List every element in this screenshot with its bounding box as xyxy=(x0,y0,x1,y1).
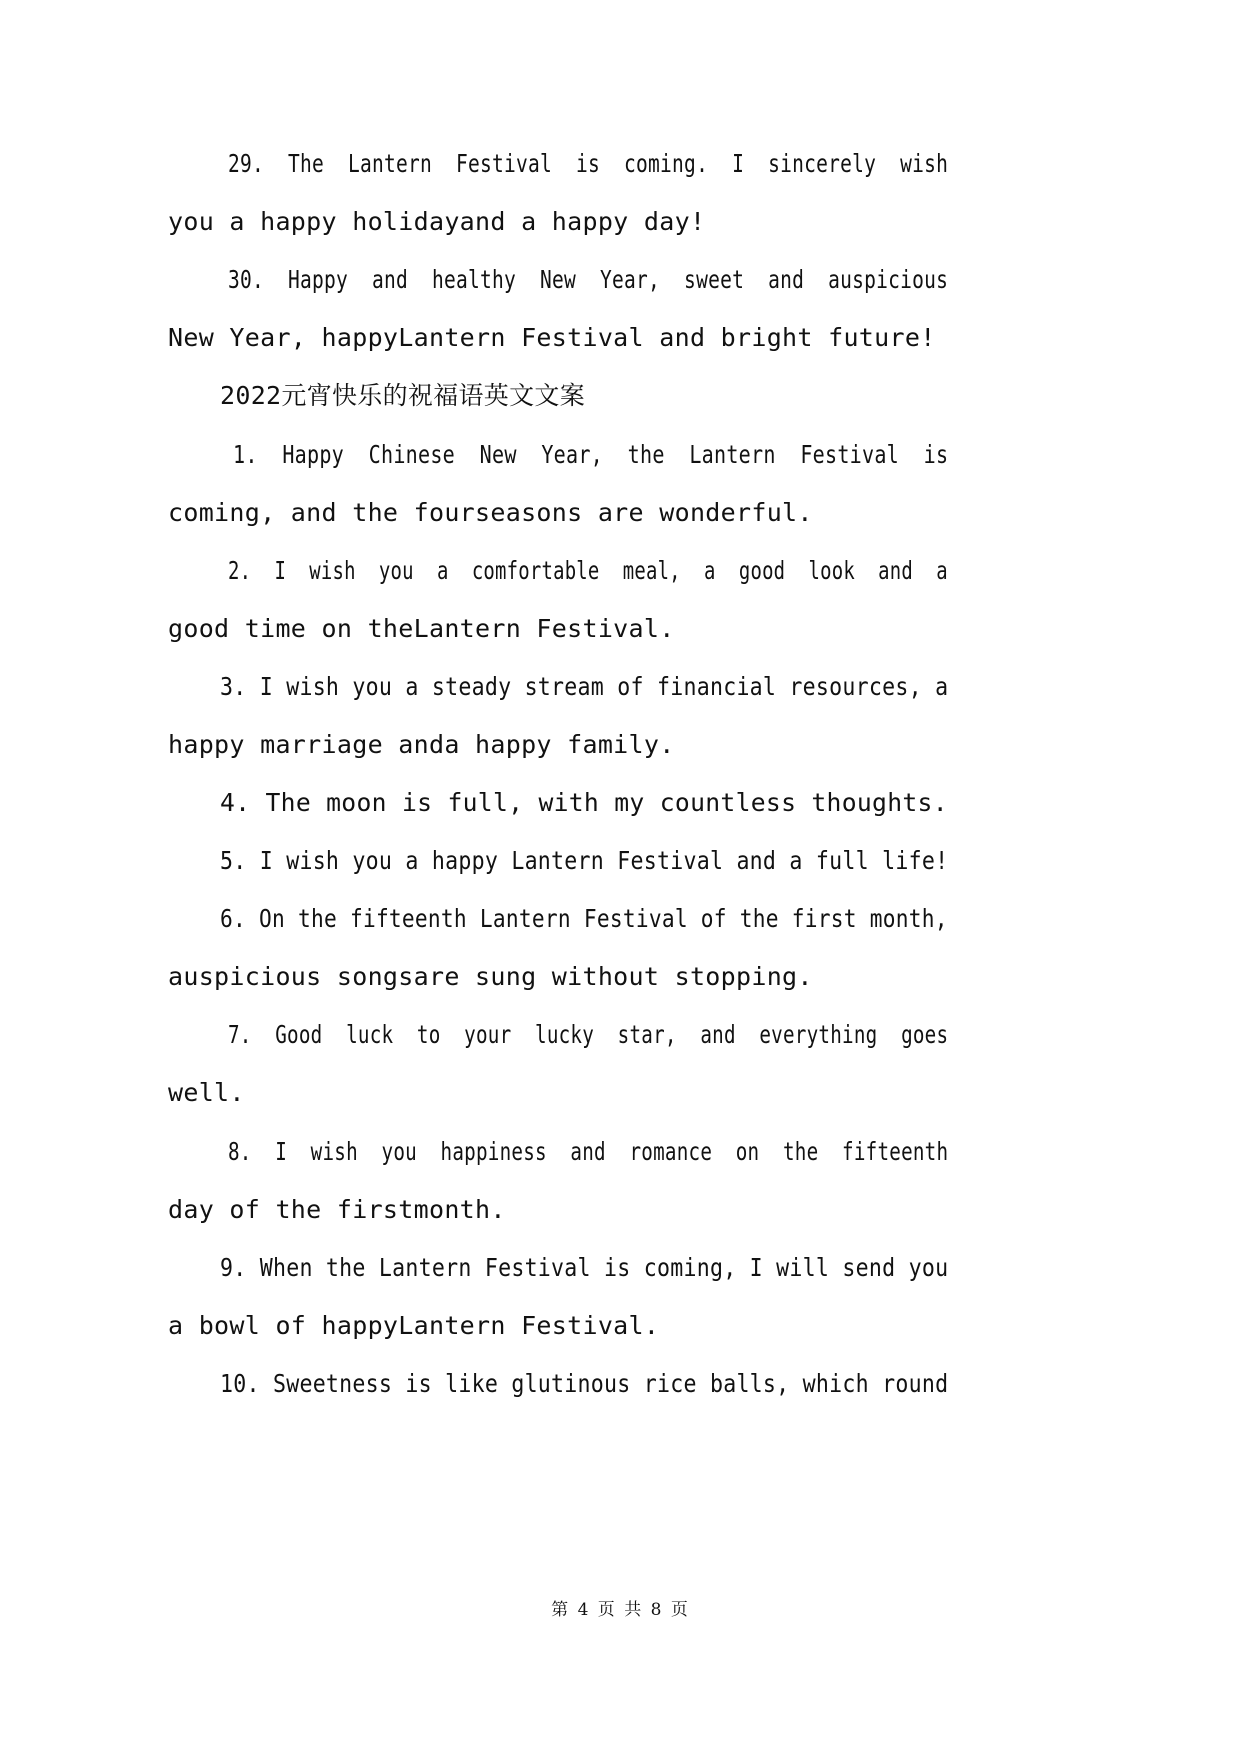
text-line-30-cont: New Year, happyLantern Festival and bright future! xyxy=(168,323,936,352)
text-line-8: 8. I wish you happiness and romance on the fifteenth xyxy=(228,1137,949,1166)
text-line-29: 29. The Lantern Festival is coming. I sincerely wish xyxy=(228,149,949,178)
text-line-8-cont: day of the firstmonth. xyxy=(168,1195,506,1224)
text-line-7: 7. Good luck to your lucky star, and everything goes xyxy=(228,1020,949,1049)
text-line-9: 9. When the Lantern Festival is coming, I will send you xyxy=(220,1253,949,1282)
text-line-2-cont: good time on theLantern Festival. xyxy=(168,614,675,643)
text-line-3-cont: happy marriage anda happy family. xyxy=(168,730,675,759)
text-line-9-cont: a bowl of happyLantern Festival. xyxy=(168,1311,660,1340)
text-line-29-cont: you a happy holidayand a happy day! xyxy=(168,207,706,236)
text-line-5: 5. I wish you a happy Lantern Festival and a full life! xyxy=(220,846,949,875)
text-line-1-cont: coming, and the fourseasons are wonderful. xyxy=(168,498,813,527)
text-line-2: 2. I wish you a comfortable meal, a good look and a xyxy=(228,556,948,585)
text-line-3: 3. I wish you a steady stream of financial resources, a xyxy=(220,672,949,701)
text-line-6: 6. On the fifteenth Lantern Festival of the first month, xyxy=(220,904,948,933)
text-line-6-cont: auspicious songsare sung without stopping. xyxy=(168,962,813,991)
text-line-4: 4. The moon is full, with my countless thoughts. xyxy=(220,788,948,817)
text-line-1: 1. Happy Chinese New Year, the Lantern Festival is xyxy=(233,440,949,469)
text-line-7-cont: well. xyxy=(168,1078,245,1107)
text-line-10: 10. Sweetness is like glutinous rice balls, which round xyxy=(220,1369,949,1398)
text-line-30: 30. Happy and healthy New Year, sweet and auspicious xyxy=(228,265,949,294)
section-heading: 2022元宵快乐的祝福语英文文案 xyxy=(220,381,586,410)
page-footer: 第 4 页 共 8 页 xyxy=(551,1600,690,1620)
